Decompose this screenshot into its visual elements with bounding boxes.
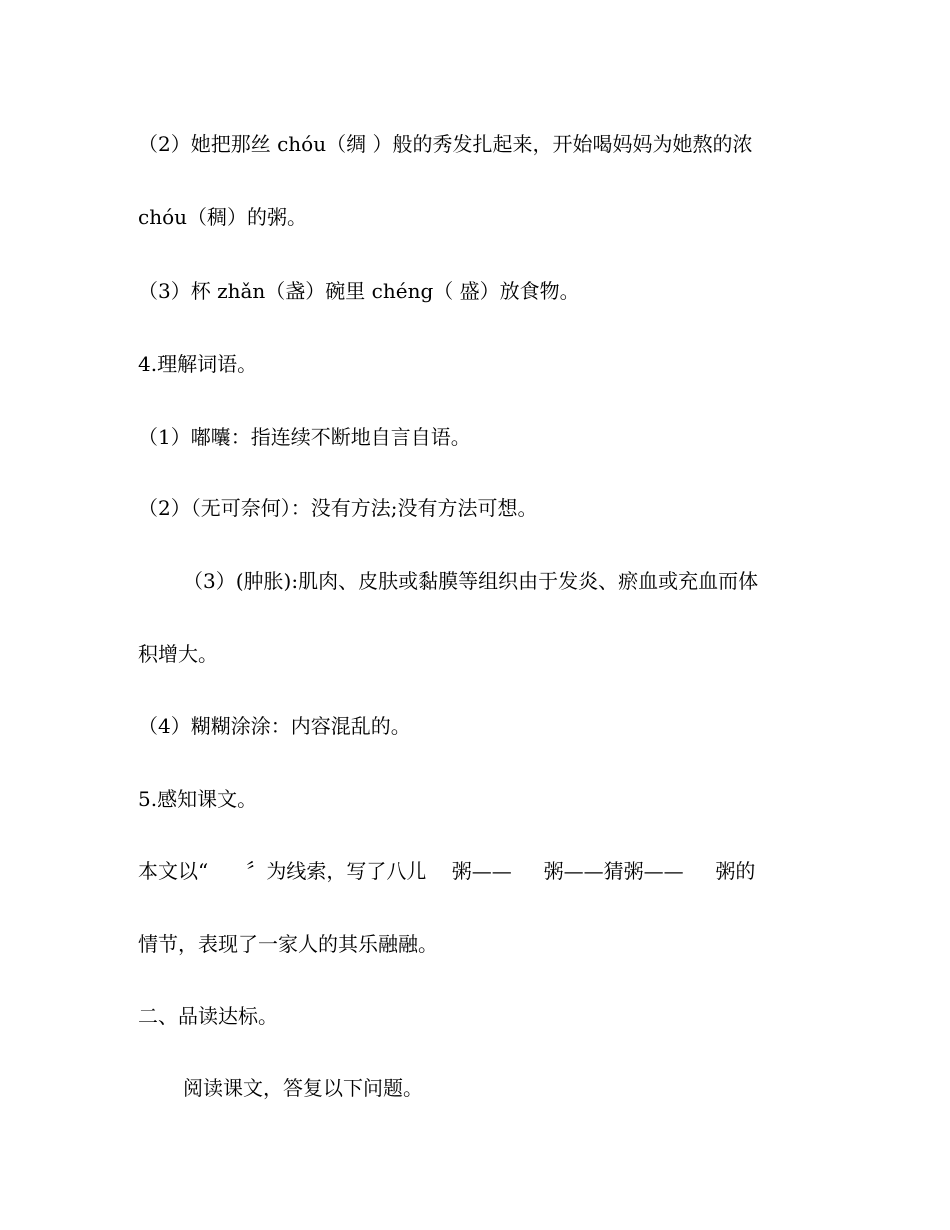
text-line: chóu（稠）的粥。: [138, 205, 308, 229]
text-line: （1）嘟囔：指连续不断地自言自语。: [138, 425, 471, 449]
text-line: 情节，表现了一家人的其乐融融。: [138, 932, 438, 956]
section-heading: 5.感知课文。: [138, 787, 258, 811]
text-line: （2）（无可奈何）：没有方法;没有方法可想。: [138, 496, 538, 520]
text-line: （3）(肿胀):肌肉、皮肤或黏膜等组织由于发炎、瘀血或充血而体: [183, 569, 759, 593]
text-line: 阅读课文，答复以下问题。: [183, 1076, 423, 1100]
text-line: 积增大。: [138, 642, 218, 666]
section-heading: 二、品读达标。: [138, 1004, 278, 1028]
section-heading: 4.理解词语。: [138, 352, 258, 376]
text-line: （3）杯 zhǎn（盏）碗里 chéng（ 盛）放食物。: [138, 279, 580, 303]
text-line: （2）她把那丝 chóu（绸 ）般的秀发扎起来，开始喝妈妈为她熬的浓: [138, 132, 753, 156]
text-line: 本文以“ 〞为线索，写了八儿 粥—— 粥——猜粥—— 粥的: [138, 859, 756, 883]
text-line: （4）糊糊涂涂：内容混乱的。: [138, 714, 411, 738]
